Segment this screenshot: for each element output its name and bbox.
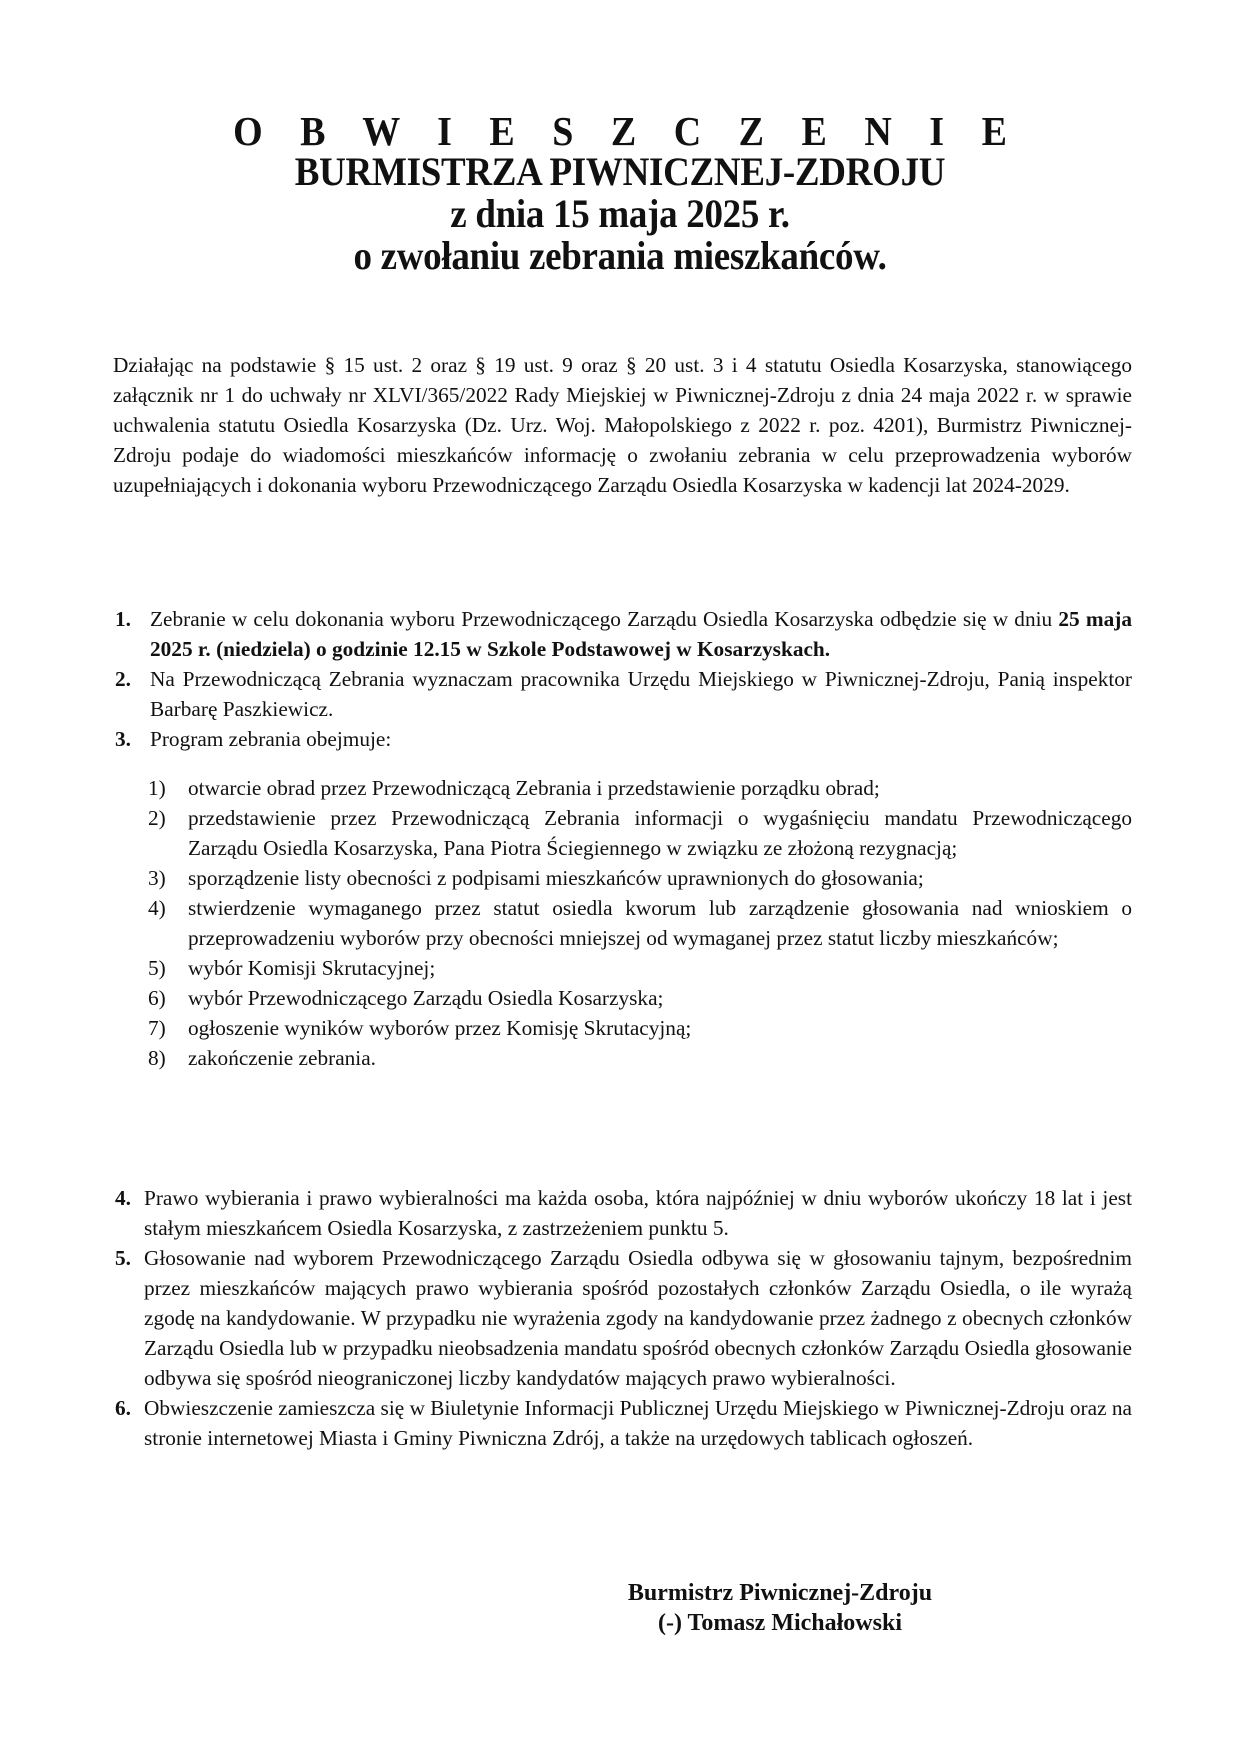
document-subject: o zwołaniu zebrania mieszkańców. xyxy=(353,234,887,279)
document-date: z dnia 15 maja 2025 r. xyxy=(450,192,790,237)
point-text: Głosowanie nad wyborem Przewodniczącego Zarządu Osiedla odbywa się w głosowaniu tajnym, bezpośrednim przez mieszkańców mających prawo wybierania spośród pozostałych członków Zarządu Osiedla, o ile wyrażą zgodę na kandydowanie. W przypadku nie wyrażenia zgody na kandydowanie przez żadnego z obecnych członków Zarządu Osiedla lub w przypadku nieobsadzenia mandatu spośród obecnych członków Zarządu Osiedla głosowanie odbywa się spośród nieograniczonej liczby kandydatów mających prawo wybieralności. xyxy=(144,1246,1132,1390)
meeting-details: 25 maja 2025 r. (niedziela) o godzinie 12.15 w Szkole Podstawowej w Kosarzyskach. xyxy=(150,607,1132,661)
point-number: 5. xyxy=(115,1246,131,1270)
agenda-number: 4) xyxy=(148,896,166,920)
agenda-number: 1) xyxy=(148,776,166,800)
points-list-part-2 xyxy=(113,1183,1132,1453)
point-number: 1. xyxy=(115,607,131,631)
point-text: Program zebrania obejmuje: xyxy=(150,727,392,751)
signature-role: Burmistrz Piwnicznej-Zdroju xyxy=(627,1580,933,1606)
points-list-part-1 xyxy=(113,604,1132,754)
agenda-item xyxy=(148,1043,1132,1073)
agenda-text: otwarcie obrad przez Przewodniczącą Zebrania i przedstawienie porządku obrad; xyxy=(188,776,880,800)
point-number: 6. xyxy=(115,1396,131,1420)
agenda-number: 6) xyxy=(148,986,166,1010)
point-text: Na Przewodniczącą Zebrania wyznaczam pracownika Urzędu Miejskiego w Piwnicznej-Zdroju, Panią inspektor Barbarę Paszkiewicz. xyxy=(150,667,1132,721)
point-item xyxy=(113,724,1132,754)
agenda-number: 2) xyxy=(148,806,166,830)
agenda-list xyxy=(148,773,1132,1073)
agenda-text: stwierdzenie wymaganego przez statut osiedla kworum lub zarządzenie głosowania nad wnioskiem o przeprowadzeniu wyborów przy obecności mniejszej od wymaganej przez statut liczby mieszkańców; xyxy=(188,896,1132,950)
intro-paragraph: Działając na podstawie § 15 ust. 2 oraz § 19 ust. 9 oraz § 20 ust. 3 i 4 statutu Osiedla Kosarzyska, stanowiącego załącznik nr 1 do uchwały nr XLVI/365/2022 Rady Miejskiej w Piwnicznej-Zdroju z dnia 24 maja 2022 r. w sprawie uchwalenia statutu Osiedla Kosarzyska (Dz. Urz. Woj. Małopolskiego z 2022 r. poz. 4201), Burmistrz Piwnicznej-Zdroju podaje do wiadomości mieszkańców informację o zwołaniu zebrania w celu przeprowadzenia wyborów uzupełniających i dokonania wyboru Przewodniczącego Zarządu Osiedla Kosarzyska w kadencji lat 2024-2029. xyxy=(113,353,1132,497)
point-text: Zebranie w celu dokonania wyboru Przewodniczącego Zarządu Osiedla Kosarzyska odbędzie się w dniu xyxy=(150,607,1059,631)
document-title: O B W I E S Z C Z E N I E xyxy=(233,109,1021,155)
point-item xyxy=(113,664,1132,724)
point-text: Prawo wybierania i prawo wybieralności ma każda osoba, która najpóźniej w dniu wyborów ukończy 18 lat i jest stałym mieszkańcem Osiedla Kosarzyska, z zastrzeżeniem punktu 5. xyxy=(144,1186,1132,1240)
signature-name: (-) Tomasz Michałowski xyxy=(657,1610,902,1636)
agenda-number: 5) xyxy=(148,956,166,980)
point-number: 3. xyxy=(115,727,131,751)
point-number: 2. xyxy=(115,667,131,691)
point-text: Obwieszczenie zamieszcza się w Biuletynie Informacji Publicznej Urzędu Miejskiego w Piwnicznej-Zdroju oraz na stronie internetowej Miasta i Gminy Piwniczna Zdrój, a także na urzędowych tablicach ogłoszeń. xyxy=(144,1396,1132,1450)
signature-block xyxy=(560,1578,1000,1638)
agenda-number: 3) xyxy=(148,866,166,890)
agenda-item xyxy=(148,863,1132,893)
point-item xyxy=(113,604,1132,664)
agenda-text: wybór Przewodniczącego Zarządu Osiedla Kosarzyska; xyxy=(188,986,664,1010)
agenda-item xyxy=(148,953,1132,983)
agenda-item xyxy=(148,893,1132,953)
agenda-item xyxy=(148,983,1132,1013)
point-item xyxy=(113,1393,1132,1453)
agenda-item xyxy=(148,773,1132,803)
agenda-number: 7) xyxy=(148,1016,166,1040)
agenda-text: wybór Komisji Skrutacyjnej; xyxy=(188,956,436,980)
agenda-item xyxy=(148,803,1132,863)
point-item xyxy=(113,1183,1132,1243)
agenda-number: 8) xyxy=(148,1046,166,1070)
agenda-text: przedstawienie przez Przewodniczącą Zebrania informacji o wygaśnięciu mandatu Przewodniczącego Zarządu Osiedla Kosarzyska, Pana Piotra Ściegiennego w związku ze złożoną rezygnacją; xyxy=(188,806,1132,860)
document-header xyxy=(0,109,1240,279)
point-item xyxy=(113,1243,1132,1393)
point-number: 4. xyxy=(115,1186,131,1210)
agenda-text: zakończenie zebrania. xyxy=(188,1046,376,1070)
issuer-heading: BURMISTRZA PIWNICZNEJ-ZDROJU xyxy=(294,150,946,195)
agenda-item xyxy=(148,1013,1132,1043)
agenda-text: ogłoszenie wyników wyborów przez Komisję Skrutacyjną; xyxy=(188,1016,692,1040)
agenda-text: sporządzenie listy obecności z podpisami mieszkańców uprawnionych do głosowania; xyxy=(188,866,924,890)
